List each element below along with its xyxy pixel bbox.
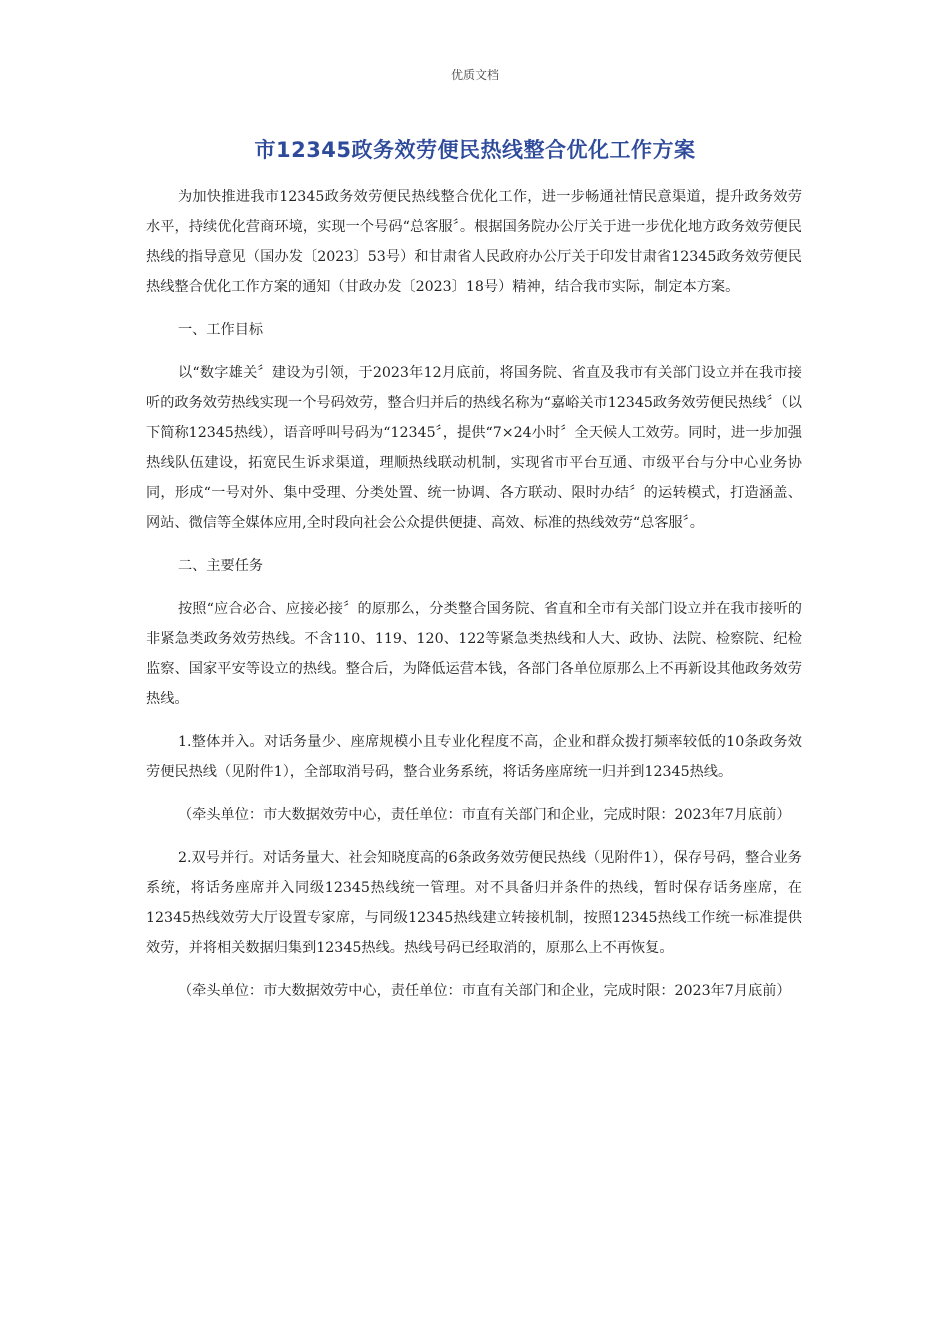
- page-header-label: 优质文档: [450, 68, 499, 82]
- goals-paragraph: 以“数字雄关〞建设为引领，于2023年12月底前，将国务院、省直及我市有关部门设立并在我市接听的政务效劳热线实现一个号码效劳，整合归并后的热线名称为“嘉峪关市12345政务效劳便民热线〞（以下简称12345热线），语音呼叫号码为“12345〞，提供“7×24小时〞全天候人工效劳。同时，进一步加强热线队伍建设，拓宽民生诉求渠道，理顺热线联动机制，实现省市平台互通、市级平台与分中心业务协同，形成“一号对外、集中受理、分类处置、统一协调、各方联动、限时办结〞的运转模式，打造涵盖、网站、微信等全媒体应用,全时段向社会公众提供便捷、高效、标准的热线效劳“总客服〞。: [146, 365, 802, 531]
- section-heading-goals: 一、工作目标: [177, 322, 264, 338]
- document-title: 市12345政务效劳便民热线整合优化工作方案: [254, 138, 696, 162]
- task-1-paragraph: 1.整体并入。对话务量少、座席规模小且专业化程度不高，企业和群众拨打频率较低的10条政务效劳便民热线（见附件1），全部取消号码，整合业务系统，将话务座席统一归并到12345热线。: [146, 734, 802, 780]
- section-heading-tasks: 二、主要任务: [177, 558, 264, 574]
- document-body: [146, 182, 802, 1019]
- task-1-note: （牵头单位：市大数据效劳中心，责任单位：市直有关部门和企业，完成时限：2023年7月底前）: [177, 807, 791, 823]
- intro-paragraph: 为加快推进我市12345政务效劳便民热线整合优化工作，进一步畅通社情民意渠道，提升政务效劳水平，持续优化营商环境，实现一个号码“总客服〞。根据国务院办公厅关于进一步优化地方政务效劳便民热线的指导意见（国办发〔2023〕53号）和甘肃省人民政府办公厅关于印发甘肃省12345政务效劳便民热线整合优化工作方案的通知（甘政办发〔2023〕18号）精神，结合我市实际，制定本方案。: [146, 189, 802, 295]
- tasks-paragraph: 按照“应合必合、应接必接〞的原那么，分类整合国务院、省直和全市有关部门设立并在我市接听的非紧急类政务效劳热线。不含110、119、120、122等紧急类热线和人大、政协、法院、检察院、纪检监察、国家平安等设立的热线。整合后，为降低运营本钱，各部门各单位原那么上不再新设其他政务效劳热线。: [146, 601, 802, 707]
- task-2-note: （牵头单位：市大数据效劳中心，责任单位：市直有关部门和企业，完成时限：2023年7月底前）: [177, 983, 791, 999]
- task-2-paragraph: 2.双号并行。对话务量大、社会知晓度高的6条政务效劳便民热线（见附件1），保存号码，整合业务系统，将话务座席并入同级12345热线统一管理。对不具备归并条件的热线，暂时保存话务座席，在12345热线效劳大厅设置专家席，与同级12345热线建立转接机制，按照12345热线工作统一标准提供效劳，并将相关数据归集到12345热线。热线号码已经取消的，原那么上不再恢复。: [146, 850, 802, 956]
